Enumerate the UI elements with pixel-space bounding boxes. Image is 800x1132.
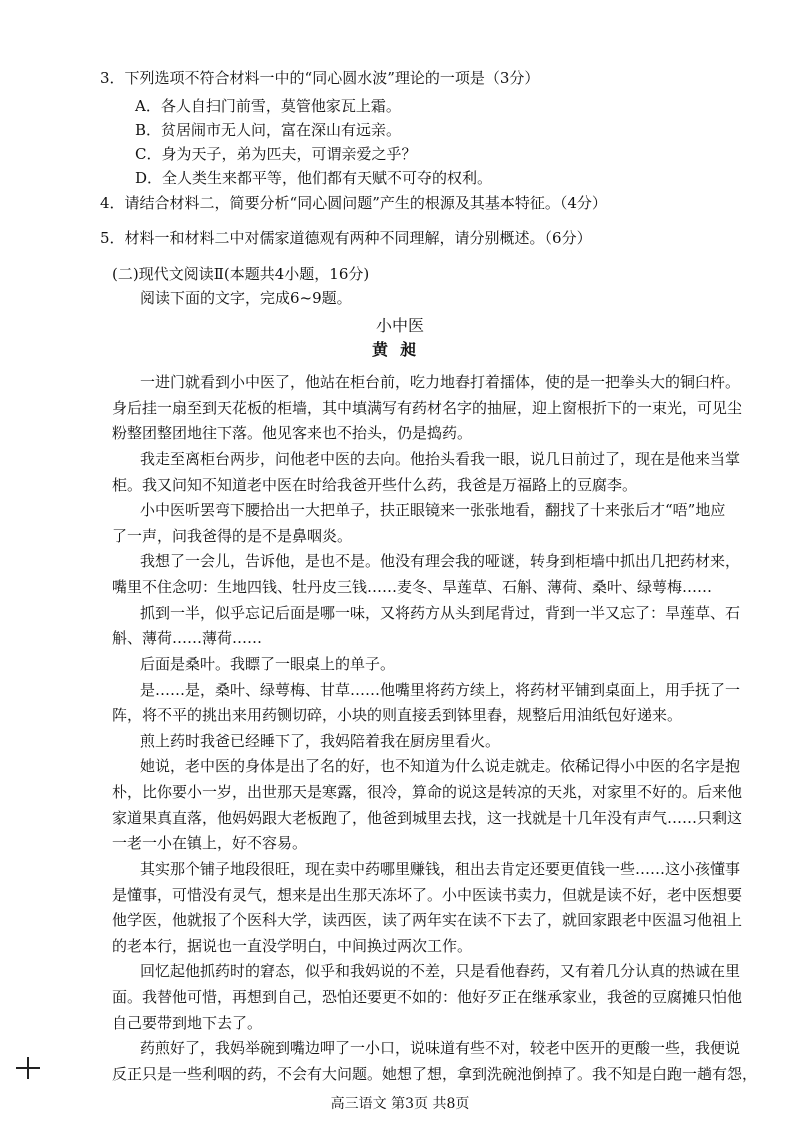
q3-option-c: C．身为天子，弟为匹夫，可谓亲爱之乎？ (135, 145, 417, 163)
story-line: 煎上药时我爸已经睡下了，我妈陪着我在厨房里看火。 (140, 732, 501, 750)
q3-option-b: B．贫居闹市无人问，富在深山有远亲。 (135, 121, 402, 139)
story-line: 药煎好了，我妈举碗到嘴边呷了一小口，说味道有些不对，较老中医开的更酸一些，我便说 (140, 1039, 741, 1057)
question-5: 5．材料一和材料二中对儒家道德观有两种不同理解，请分别概述。（6分） (100, 229, 592, 247)
story-line: 后面是桑叶。我瞟了一眼桌上的单子。 (140, 655, 396, 673)
story-line: 面。我替他可惜，再想到自己，恐怕还要更不如的：他好歹正在继承家业，我爸的豆腐摊只怕他 (112, 988, 743, 1006)
story-line: 阵，将不平的挑出来用药铡切碎，小块的则直接丢到钵里舂，规整后用油纸包好递来。 (112, 706, 683, 724)
page-footer: 高三语文 第3页 共8页 (330, 1096, 470, 1112)
section-instruction: 阅读下面的文字，完成6~9题。 (140, 289, 352, 307)
story-line: 斛、薄荷……薄荷…… (112, 629, 263, 647)
story-line: 一老一小在镇上，好不容易。 (112, 834, 308, 852)
story-line: 粉整团整团地往下落。他见客来也不抬头，仍是捣药。 (112, 424, 473, 442)
story-line: 回忆起他抓药时的窘态，似乎和我妈说的不差，只是看他舂药，又有着几分认真的热诚在里 (140, 962, 741, 980)
story-line: 我想了一会儿，告诉他，是也不是。他没有理会我的哑谜，转身到柜墙中抓出几把药材来， (140, 552, 741, 570)
story-line: 朴，比你要小一岁，出世那天是寒露，很冷，算命的说这是转凉的天兆，对家里不好的。后来他 (112, 783, 743, 801)
story-line: 的老本行，据说也一直没学明白，中间换过两次工作。 (112, 937, 473, 955)
story-line: 柜。我又问知不知道老中医在时给我爸开些什么药，我爸是万福路上的豆腐李。 (112, 476, 638, 494)
story-line: 小中医听罢弯下腰拾出一大把单子，扶正眼镜来一张张地看，翻找了十来张后才“唔”地应 (140, 501, 726, 519)
story-title: 小中医 (375, 316, 424, 335)
story-line: 了一声，问我爸得的是不是鼻咽炎。 (112, 527, 353, 545)
story-author: 黄昶 (371, 340, 428, 359)
story-line: 身后挂一扇至到天花板的柜墙，其中填满写有药材名字的抽屉，迎上窗根折下的一束光，可见尘 (112, 399, 743, 417)
story-line: 家道果真直落，他妈妈跟大老板跑了，他爸到城里去找，这一找就是十几年没有声气……只剩这 (112, 809, 743, 827)
story-line: 其实那个铺子地段很旺，现在卖中药哪里赚钱，租出去肯定还要更值钱一些……这小孩懂事 (140, 860, 741, 878)
story-line: 是懂事，可惜没有灵气，想来是出生那天冻坏了。小中医读书卖力，但就是读不好，老中医想要 (112, 886, 743, 904)
story-line: 他学医，他就报了个医科大学，读西医，读了两年实在读不下去了，就回家跟老中医温习他祖上 (112, 911, 743, 929)
story-line: 反正只是一些利咽的药，不会有大问题。她想了想，拿到洗碗池倒掉了。我不知是白跑一趟有怨， (112, 1065, 758, 1083)
story-line: 一进门就看到小中医了，他站在柜台前，吃力地舂打着擂体，使的是一把拳头大的铜臼杵。 (140, 373, 741, 391)
story-line: 自己要带到地下去了。 (112, 1014, 263, 1032)
q3-option-d: D．全人类生来都平等，他们都有天赋不可夺的权利。 (135, 169, 493, 187)
crop-mark-icon (16, 1057, 40, 1079)
story-line: 我走至离柜台两步，问他老中医的去向。他抬头看我一眼，说几日前过了，现在是他来当掌 (140, 450, 741, 468)
section-heading: (二)现代文阅读Ⅱ(本题共4小题，16分) (112, 265, 370, 283)
story-line: 她说，老中医的身体是出了名的好，也不知道为什么说走就走。依稀记得小中医的名字是抱 (140, 757, 741, 775)
story-line: 是……是，桑叶、绿萼梅、甘草……他嘴里将药方续上，将药材平铺到桌面上，用手抚了一 (140, 681, 741, 699)
story-line: 抓到一半，似乎忘记后面是哪一味，又将药方从头到尾背过，背到一半又忘了：旱莲草、石 (140, 604, 741, 622)
story-line: 嘴里不住念叨：生地四钱、牡丹皮三钱……麦冬、旱莲草、石斛、薄荷、桑叶、绿萼梅…… (112, 578, 713, 596)
q3-option-a: A．各人自扫门前雪，莫管他家瓦上霜。 (135, 97, 401, 115)
question-3: 3．下列选项不符合材料一中的“同心圆水波”理论的一项是（3分） (100, 69, 540, 87)
question-4: 4．请结合材料二，简要分析“同心圆问题”产生的根源及其基本特征。（4分） (100, 194, 607, 212)
